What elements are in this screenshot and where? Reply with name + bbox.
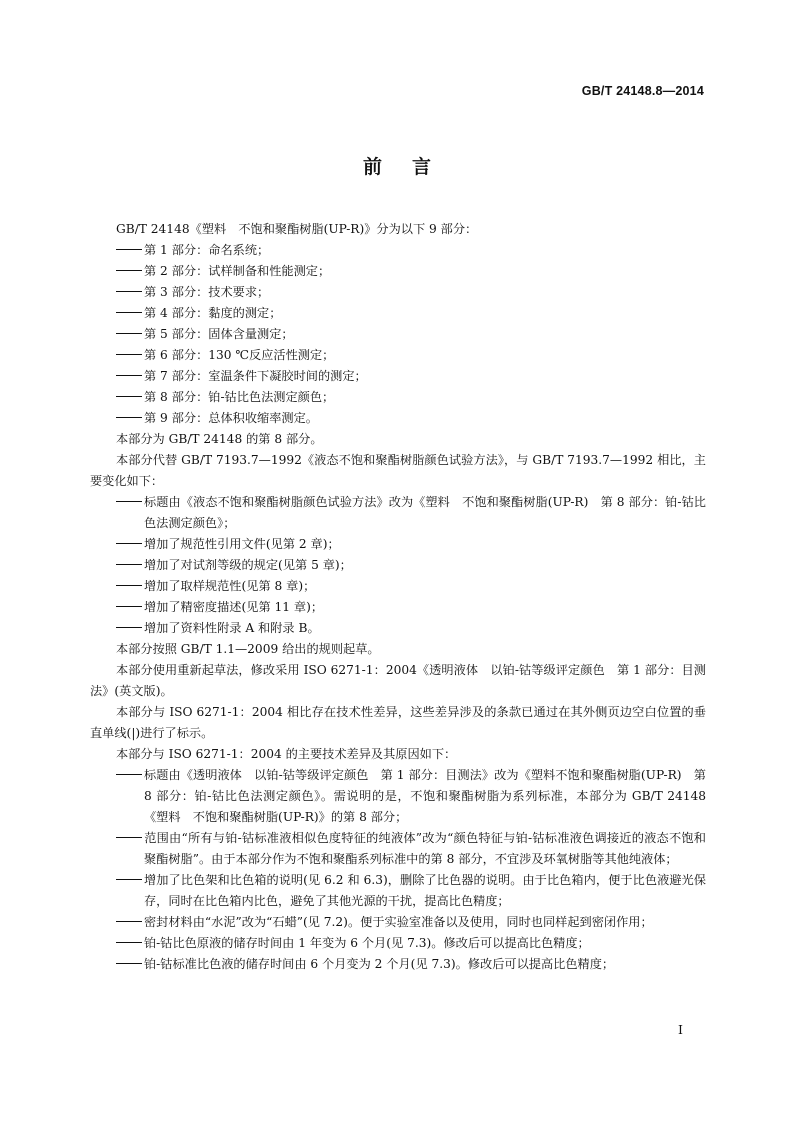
list-item-text: 第 2 部分：试样制备和性能测定；: [144, 264, 331, 278]
dash-marker: [116, 534, 144, 555]
dash-marker: [116, 870, 144, 891]
dash-marker: [116, 261, 144, 282]
list-item: [90, 534, 706, 555]
list-item: [90, 492, 706, 534]
list-item-text: 第 1 部分：命名系统；: [144, 243, 270, 257]
list-item: [90, 387, 706, 408]
list-item: [90, 597, 706, 618]
dash-marker: [116, 282, 144, 303]
list-item: [90, 618, 706, 639]
list-item: [90, 240, 706, 261]
list-item-text: 密封材料由“水泥”改为“石蜡”(见 7.2)。便于实验室准备以及使用，同时也同样起到密闭作用；: [144, 915, 653, 929]
list-item: [90, 408, 706, 429]
list-item: [90, 870, 706, 912]
dash-marker: [116, 492, 144, 513]
list-item: [90, 765, 706, 828]
replaces-paragraph: 本部分代替 GB/T 7193.7—1992《液态不饱和聚酯树脂颜色试验方法》，与 GB/T 7193.7—1992 相比，主要变化如下：: [90, 453, 706, 488]
list-item-text: 增加了取样规范性(见第 8 章)；: [144, 579, 316, 593]
dash-marker: [116, 366, 144, 387]
list-item: [90, 912, 706, 933]
list-item: [90, 282, 706, 303]
list-item-text: 第 7 部分：室温条件下凝胶时间的测定；: [144, 369, 367, 383]
page-number: I: [678, 1022, 683, 1037]
list-item-text: 范围由“所有与铂-钴标准液相似色度特征的纯液体”改为“颜色特征与铂-钴标准液色调接近的液态不饱和聚酯树脂”。由于本部分作为不饱和聚酯系列标准中的第 8 部分，不宜涉及环氧树脂等其他纯液体；: [144, 831, 706, 866]
list-item-text: 第 6 部分：130 ℃反应活性测定；: [144, 348, 335, 362]
list-item-text: 增加了精密度描述(见第 11 章)；: [144, 600, 324, 614]
dash-marker: [116, 387, 144, 408]
list-item: [90, 555, 706, 576]
dash-marker: [116, 954, 144, 975]
dash-marker: [116, 303, 144, 324]
list-item-text: 第 4 部分：黏度的测定；: [144, 306, 282, 320]
dash-marker: [116, 597, 144, 618]
list-item-text: 增加了资料性附录 A 和附录 B。: [144, 621, 320, 635]
list-item-text: 第 9 部分：总体积收缩率测定。: [144, 411, 318, 425]
list-item: [90, 303, 706, 324]
list-item: [90, 576, 706, 597]
dash-marker: [116, 912, 144, 933]
dash-marker: [116, 618, 144, 639]
dash-marker: [116, 324, 144, 345]
list-item: [90, 954, 706, 975]
list-item: [90, 933, 706, 954]
part-of-paragraph: 本部分为 GB/T 24148 的第 8 部分。: [116, 432, 323, 446]
list-item: [90, 345, 706, 366]
list-item-text: 铂-钴标准比色液的储存时间由 6 个月变为 2 个月(见 7.3)。修改后可以提高比色精度；: [144, 957, 615, 971]
dash-marker: [116, 555, 144, 576]
list-item-text: 第 8 部分：铂-钴比色法测定颜色；: [144, 390, 335, 404]
dash-marker: [116, 345, 144, 366]
dash-marker: [116, 240, 144, 261]
intro-paragraph: GB/T 24148《塑料 不饱和聚酯树脂(UP-R)》分为以下 9 部分：: [116, 222, 478, 236]
main-diff-intro-paragraph: 本部分与 ISO 6271-1：2004 的主要技术差异及其原因如下：: [116, 747, 457, 761]
list-item-text: 标题由《液态不饱和聚酯树脂颜色试验方法》改为《塑料 不饱和聚酯树脂(UP-R) 第 8 部分：铂-钴比色法测定颜色》；: [144, 495, 706, 530]
drafting-rule-paragraph: 本部分按照 GB/T 1.1—2009 给出的规则起草。: [116, 642, 380, 656]
dash-marker: [116, 933, 144, 954]
list-item-text: 增加了规范性引用文件(见第 2 章)；: [144, 537, 340, 551]
standard-number: GB/T 24148.8—2014: [581, 84, 704, 98]
list-item-text: 铂-钴比色原液的储存时间由 1 年变为 6 个月(见 7.3)。修改后可以提高比色精度；: [144, 936, 590, 950]
list-item-text: 第 5 部分：固体含量测定；: [144, 327, 294, 341]
redrafting-paragraph: 本部分使用重新起草法，修改采用 ISO 6271-1：2004《透明液体 以铂-钴等级评定颜色 第 1 部分：目测法》(英文版)。: [90, 663, 706, 698]
dash-marker: [116, 765, 144, 786]
list-item-text: 增加了比色架和比色箱的说明(见 6.2 和 6.3)，删除了比色器的说明。由于比色箱内，便于比色液避光保存，同时在比色箱内比色，避免了其他光源的干扰，提高比色精度；: [144, 873, 706, 908]
dash-marker: [116, 408, 144, 429]
list-item-text: 第 3 部分：技术要求；: [144, 285, 270, 299]
list-item-text: 增加了对试剂等级的规定(见第 5 章)；: [144, 558, 352, 572]
dash-marker: [116, 576, 144, 597]
list-item-text: 标题由《透明液体 以铂-钴等级评定颜色 第 1 部分：目测法》改为《塑料不饱和聚酯树脂(UP-R) 第 8 部分：铂-钴比色法测定颜色》。需说明的是，不饱和聚酯树脂为系列标准，本部分为 GB/T 24148《塑料 不饱和聚酯树脂(UP-R)》的第 8 部分；: [144, 768, 706, 824]
list-item: [90, 366, 706, 387]
foreword-body: [90, 219, 706, 975]
list-item: [90, 324, 706, 345]
dash-marker: [116, 828, 144, 849]
list-item: [90, 261, 706, 282]
technical-diff-paragraph: 本部分与 ISO 6271-1：2004 相比存在技术性差异，这些差异涉及的条款已通过在其外侧页边空白位置的垂直单线(|)进行了标示。: [90, 705, 706, 740]
page-title: 前言: [362, 156, 461, 178]
list-item: [90, 828, 706, 870]
